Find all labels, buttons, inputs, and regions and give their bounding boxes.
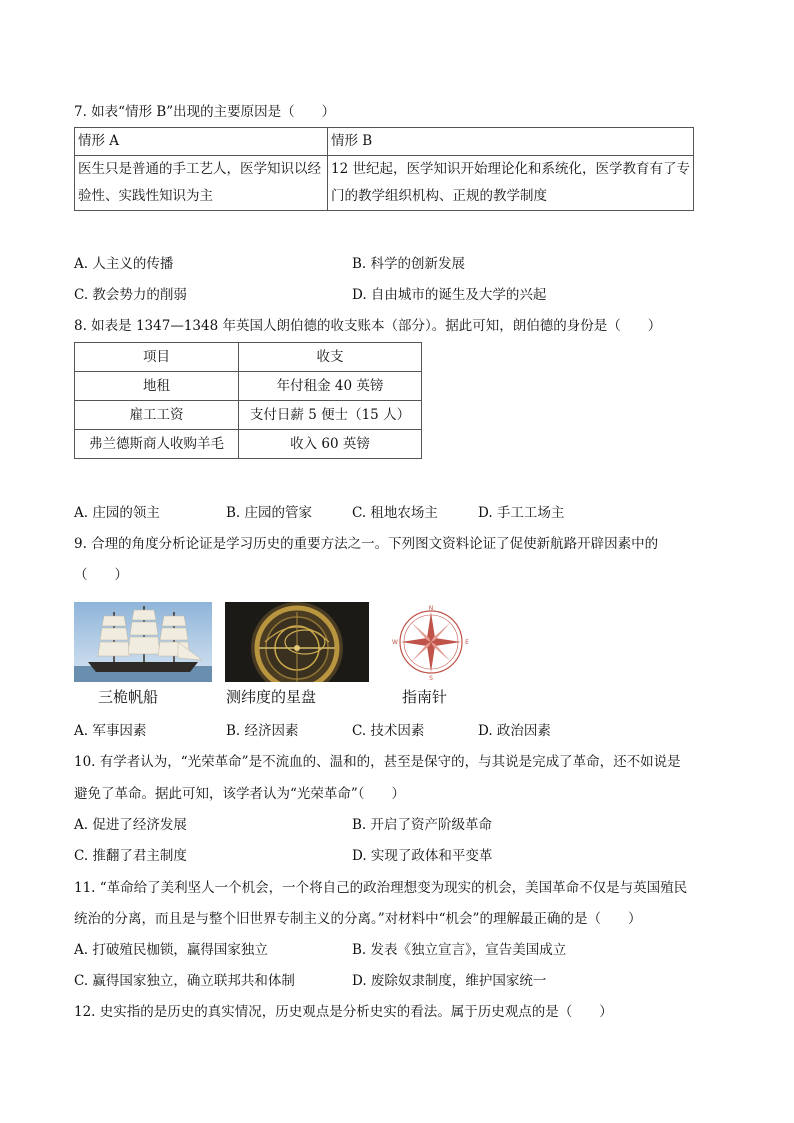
q8-row2-item: 雇工工资 [75,401,239,430]
q10-option-c[interactable]: C. 推翻了君主制度 [74,848,187,864]
q9-option-d[interactable]: D. 政治因素 [478,723,551,739]
q8-header-amount: 收支 [239,343,422,372]
q10-stem-line2: 避免了革命。据此可知，该学者认为“光荣革命”（ ） [74,786,406,802]
q11-option-b[interactable]: B. 发表《独立宣言》，宣告美国成立 [352,942,567,958]
q8-row1-amount: 年付租金 40 英镑 [239,372,422,401]
caption-compass: 指南针 [402,688,448,706]
q11-stem-line1: 11. “革命给了美利坚人一个机会，一个将自己的政治理想变为现实的机会，美国革命不仅是与英国殖民 [74,880,688,896]
compass-letter-n: N [428,605,434,612]
q7-option-b[interactable]: B. 科学的创新发展 [352,256,466,272]
compass-letter-e: E [465,639,469,646]
q8-header-item: 项目 [75,343,239,372]
q7-stem: 7. 如表“情形 B”出现的主要原因是（ ） [74,104,336,120]
caption-astrolabe: 测纬度的星盘 [226,688,317,706]
q8-option-b[interactable]: B. 庄园的管家 [226,505,313,521]
q10-option-d[interactable]: D. 实现了政体和平变革 [352,848,493,864]
q7-option-a[interactable]: A. 人主义的传播 [74,256,174,272]
caption-ship: 三桅帆船 [98,688,159,706]
q8-row3-amount: 收入 60 英镑 [239,430,422,459]
q8-option-d[interactable]: D. 手工工场主 [478,505,565,521]
q9-option-b[interactable]: B. 经济因素 [226,723,299,739]
q7-cell-b: 12 世纪起，医学知识开始理论化和系统化，医学教育有了专门的教学组织机构、正规的教学制度 [328,156,694,211]
q11-option-c[interactable]: C. 赢得国家独立，确立联邦共和体制 [74,973,295,989]
q9-stem-line2: （ ） [74,567,128,583]
q8-table [74,342,422,459]
q9-option-c[interactable]: C. 技术因素 [352,723,425,739]
three-masted-ship-image [74,602,212,682]
q7-header-a: 情形 A [75,128,328,156]
q11-option-d[interactable]: D. 废除奴隶制度，维护国家统一 [352,973,547,989]
q8-row3-item: 弗兰德斯商人收购羊毛 [75,430,239,459]
q12-stem: 12. 史实指的是历史的真实情况，历史观点是分析史实的看法。属于历史观点的是（ ） [74,1004,613,1020]
q8-option-c[interactable]: C. 租地农场主 [352,505,438,521]
q11-stem-line2: 统治的分离，而且是与整个旧世界专制主义的分离。”对材料中“机会”的理解最正确的是（ ） [74,911,642,927]
compass-letter-w: W [392,639,398,646]
q7-option-d[interactable]: D. 自由城市的诞生及大学的兴起 [352,287,547,303]
compass-letter-s: S [429,675,433,682]
q7-option-c[interactable]: C. 教会势力的削弱 [74,287,187,303]
compass-rose-image [391,602,471,682]
q8-row1-item: 地租 [75,372,239,401]
q10-option-b[interactable]: B. 开启了资产阶级革命 [352,817,493,833]
q10-option-a[interactable]: A. 促进了经济发展 [74,817,187,833]
astrolabe-image [225,602,369,682]
q10-stem-line1: 10. 有学者认为，“光荣革命”是不流血的、温和的，甚至是保守的，与其说是完成了革命，还不如说是 [74,754,681,770]
q7-table [74,127,694,211]
q8-stem: 8. 如表是 1347—1348 年英国人朗伯德的收支账本（部分）。据此可知，朗伯德的身份是（ ） [74,318,662,334]
q11-option-a[interactable]: A. 打破殖民枷锁，赢得国家独立 [74,942,268,958]
q9-stem-line1: 9. 合理的角度分析论证是学习历史的重要方法之一。下列图文资料论证了促使新航路开辟因素中的 [74,536,659,552]
q8-option-a[interactable]: A. 庄园的领主 [74,505,160,521]
q8-row2-amount: 支付日薪 5 便士（15 人） [239,401,422,430]
q7-cell-a: 医生只是普通的手工艺人，医学知识以经验性、实践性知识为主 [75,156,328,211]
q9-option-a[interactable]: A. 军事因素 [74,723,147,739]
q7-header-b: 情形 B [328,128,694,156]
